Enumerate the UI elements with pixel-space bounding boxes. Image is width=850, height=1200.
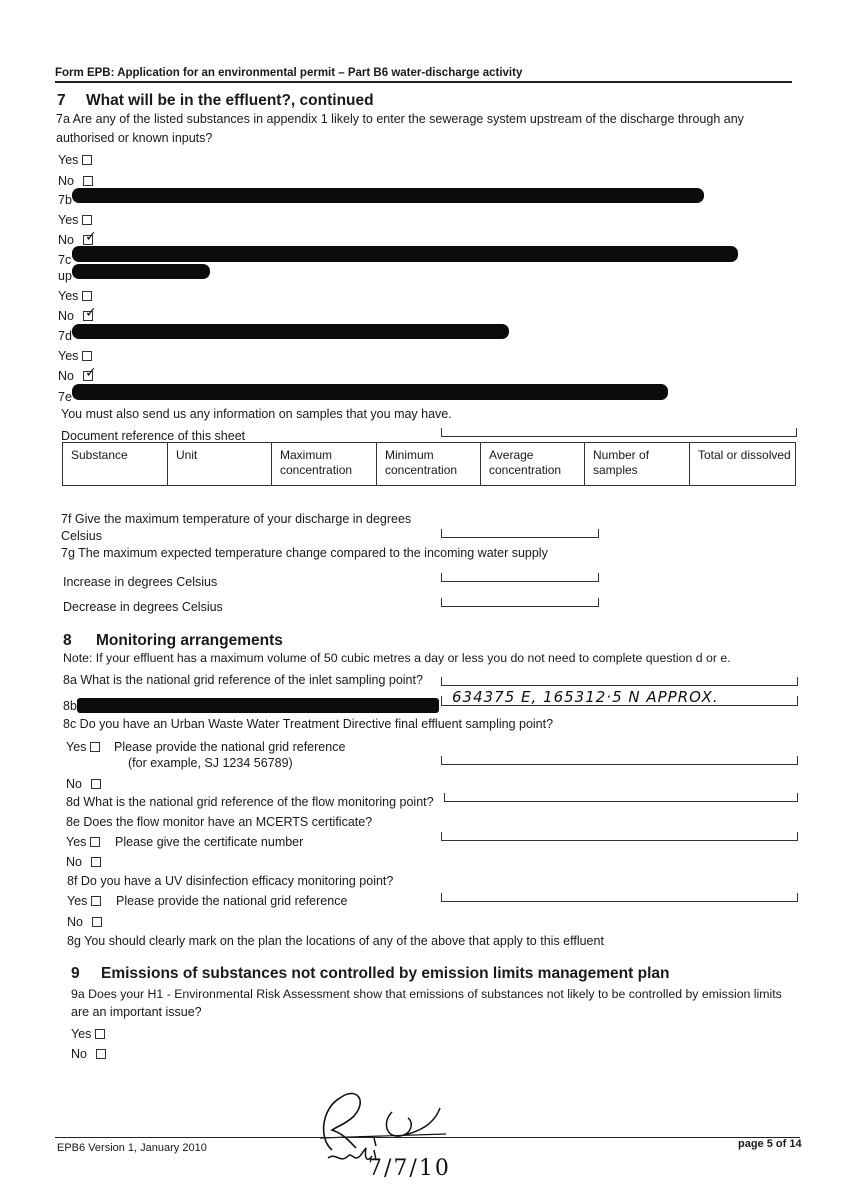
- q8f-no-option[interactable]: [67, 915, 102, 929]
- question-8g-text: 8g You should clearly mark on the plan the locations of any of the above that apply to this effluent: [67, 934, 604, 948]
- q8e-yes-checkbox[interactable]: [90, 837, 100, 847]
- question-7f-text: 7f Give the maximum temperature of your discharge in degrees: [61, 512, 412, 526]
- table-header-cell: Total or dissolved: [689, 443, 797, 485]
- no-label: No: [71, 1047, 87, 1061]
- q9a-yes-option[interactable]: [71, 1027, 105, 1041]
- question-8c-text: 8c Do you have an Urban Waste Water Treatment Directive final effluent sampling point?: [63, 717, 554, 731]
- q8f-no-checkbox[interactable]: [92, 917, 102, 927]
- section-7-number: 7: [57, 92, 66, 109]
- substance-table: [62, 442, 796, 486]
- yes-label: Yes: [71, 1027, 92, 1041]
- q8b-label: 8b: [63, 699, 77, 713]
- yes-label: Yes: [67, 894, 88, 908]
- q7e-label: 7e: [58, 390, 72, 404]
- q7b-yes-checkbox[interactable]: [82, 215, 92, 225]
- max-temperature-field[interactable]: [441, 529, 599, 538]
- yes-label: Yes: [66, 740, 87, 754]
- q8c-yes-checkbox[interactable]: [90, 742, 100, 752]
- table-header-cell: Unit: [167, 443, 271, 485]
- section-8-heading: Monitoring arrangements: [96, 632, 283, 649]
- no-label: No: [58, 174, 74, 188]
- no-label: No: [58, 233, 74, 247]
- q7d-yes-option[interactable]: [58, 349, 92, 363]
- no-label: No: [66, 777, 82, 791]
- q8c-no-checkbox[interactable]: [91, 779, 101, 789]
- no-label: No: [66, 855, 82, 869]
- q7b-yes-option[interactable]: [58, 213, 92, 227]
- doc-ref-field[interactable]: [441, 428, 797, 437]
- table-header-cell: Maximum concentration: [271, 443, 376, 485]
- decrease-label: Decrease in degrees Celsius: [63, 600, 223, 614]
- table-header-cell: Number of samples: [584, 443, 689, 485]
- yes-label: Yes: [58, 289, 79, 303]
- redaction-7c-cont: [72, 264, 210, 279]
- increase-label: Increase in degrees Celsius: [63, 575, 218, 589]
- q7c-label-cont: up: [58, 269, 72, 283]
- page-number: page 5 of 14: [738, 1138, 802, 1150]
- checkmark-icon: ✓: [84, 365, 97, 381]
- q8c-yes-prompt: Please provide the national grid reference: [114, 740, 346, 754]
- q7d-no-checkbox[interactable]: [83, 365, 97, 381]
- question-8e-text: 8e Does the flow monitor have an MCERTS certificate?: [66, 815, 373, 829]
- yes-label: Yes: [58, 349, 79, 363]
- no-label: No: [58, 309, 74, 323]
- table-header-cell: Minimum concentration: [376, 443, 480, 485]
- doc-ref-label: Document reference of this sheet: [61, 429, 246, 443]
- signature-date: 7/7/10: [368, 1156, 451, 1181]
- flow-grid-ref-field[interactable]: [444, 793, 798, 802]
- q8e-no-option[interactable]: [66, 855, 101, 869]
- question-7a-text-cont: authorised or known inputs?: [56, 131, 213, 145]
- no-label: No: [67, 915, 83, 929]
- samples-note: You must also send us any information on samples that you may have.: [61, 407, 452, 421]
- q7c-yes-checkbox[interactable]: [82, 291, 92, 301]
- redaction-7b: [72, 188, 704, 203]
- uv-grid-ref-field[interactable]: [441, 893, 798, 902]
- question-8f-text: 8f Do you have a UV disinfection efficacy monitoring point?: [67, 874, 394, 888]
- q7c-yes-option[interactable]: [58, 289, 92, 303]
- inlet-grid-ref-field[interactable]: [441, 677, 798, 686]
- q7d-yes-checkbox[interactable]: [82, 351, 92, 361]
- yes-label: Yes: [58, 153, 79, 167]
- footer-version: EPB6 Version 1, January 2010: [57, 1142, 207, 1154]
- q8b-handwritten-answer: 634375 E, 165312·5 N APPROX.: [452, 688, 719, 706]
- section-8-note: Note: If your effluent has a maximum volume of 50 cubic metres a day or less you do not need to complete question d or e.: [63, 651, 731, 665]
- q7a-yes-checkbox[interactable]: [82, 155, 92, 165]
- q7d-label: 7d: [58, 329, 72, 343]
- question-7g-text: 7g The maximum expected temperature change compared to the incoming water supply: [61, 546, 548, 560]
- redaction-8b: [77, 698, 439, 713]
- increase-field[interactable]: [441, 573, 599, 582]
- uwwtd-grid-ref-field[interactable]: [441, 756, 798, 765]
- yes-label: Yes: [58, 213, 79, 227]
- section-9-number: 9: [71, 965, 80, 982]
- mcerts-certificate-field[interactable]: [441, 832, 798, 841]
- q8c-no-option[interactable]: [66, 777, 101, 791]
- q9a-no-option[interactable]: [71, 1047, 106, 1061]
- q8e-yes-prompt: Please give the certificate number: [115, 835, 304, 849]
- section-9-heading: Emissions of substances not controlled by emission limits management plan: [101, 965, 670, 982]
- section-8-number: 8: [63, 632, 72, 649]
- table-header-cell: Substance: [71, 448, 128, 462]
- question-8d-text: 8d What is the national grid reference of the flow monitoring point?: [66, 795, 434, 809]
- q7c-label: 7c: [58, 253, 72, 267]
- q8e-no-checkbox[interactable]: [91, 857, 101, 867]
- q9a-yes-checkbox[interactable]: [95, 1029, 105, 1039]
- header-rule: [55, 81, 792, 83]
- redaction-7c: [72, 246, 738, 262]
- q8f-yes-checkbox[interactable]: [91, 896, 101, 906]
- q7c-no-option[interactable]: [58, 305, 97, 323]
- q7d-no-option[interactable]: [58, 365, 97, 383]
- question-7a-text: 7a Are any of the listed substances in appendix 1 likely to enter the sewerage system upstream of the discharge through any: [56, 112, 744, 126]
- redaction-7d: [72, 324, 509, 339]
- q7a-no-option[interactable]: [58, 174, 93, 188]
- q8f-yes-option[interactable]: [67, 894, 101, 908]
- q8f-yes-prompt: Please provide the national grid reference: [116, 894, 348, 908]
- q7b-no-checkbox[interactable]: [83, 229, 97, 245]
- decrease-field[interactable]: [441, 598, 599, 607]
- question-9a-text-cont: are an important issue?: [71, 1005, 202, 1019]
- q8c-yes-prompt-example: (for example, SJ 1234 56789): [128, 756, 293, 770]
- question-9a-text: 9a Does your H1 - Environmental Risk Assessment show that emissions of substances not likely to be controlled by emission limits: [71, 987, 782, 1001]
- question-7f-text-cont: Celsius: [61, 529, 102, 543]
- q7a-no-checkbox[interactable]: [83, 176, 93, 186]
- q7a-yes-option[interactable]: [58, 153, 92, 167]
- checkmark-icon: ✓: [84, 305, 97, 321]
- q8e-yes-option[interactable]: [66, 835, 100, 849]
- q7b-no-option[interactable]: [58, 229, 97, 247]
- yes-label: Yes: [66, 835, 87, 849]
- table-header-cell: Average concentration: [480, 443, 584, 485]
- footer-rule: [55, 1137, 800, 1138]
- q7c-no-checkbox[interactable]: [83, 305, 97, 321]
- q8c-yes-option[interactable]: [66, 740, 100, 754]
- q7b-label: 7b: [58, 193, 72, 207]
- question-8a-text: 8a What is the national grid reference of the inlet sampling point?: [63, 673, 423, 687]
- checkmark-icon: ✓: [84, 229, 97, 245]
- section-7-heading: What will be in the effluent?, continued: [86, 92, 374, 109]
- form-title: Form EPB: Application for an environmental permit – Part B6 water-discharge activity: [55, 67, 523, 79]
- no-label: No: [58, 369, 74, 383]
- redaction-7e: [72, 384, 668, 400]
- q9a-no-checkbox[interactable]: [96, 1049, 106, 1059]
